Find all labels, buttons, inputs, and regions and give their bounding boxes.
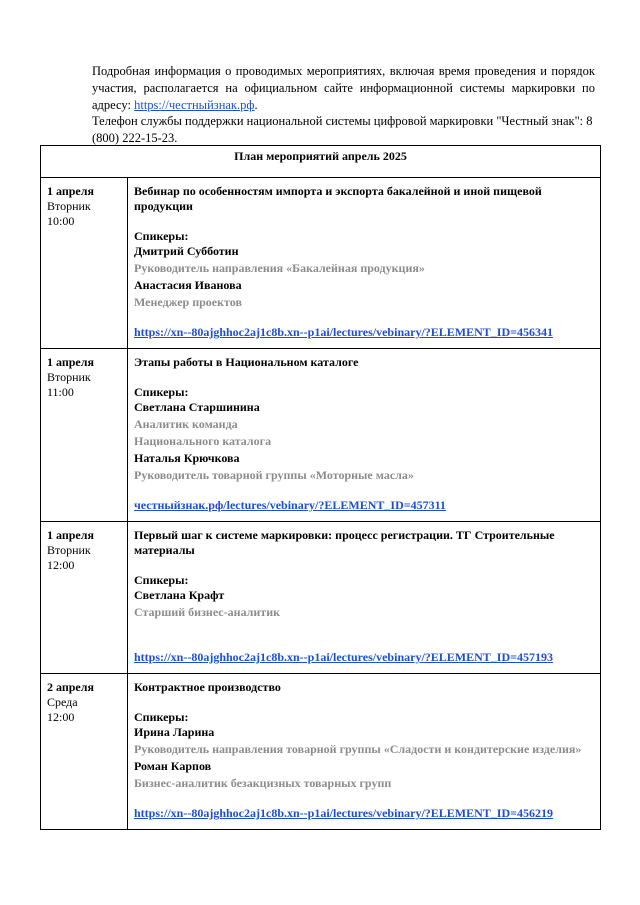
event-date: 1 апреля bbox=[47, 184, 94, 198]
intro-text bbox=[92, 63, 595, 147]
speaker-name: Роман Карпов bbox=[134, 759, 212, 773]
intro-paragraph-info bbox=[92, 63, 595, 113]
event-info-cell bbox=[128, 674, 601, 830]
speaker-name: Светлана Крафт bbox=[134, 588, 225, 602]
speaker-role: Аналитик команда bbox=[134, 417, 238, 431]
speaker-role: Старший бизнес-аналитик bbox=[134, 605, 281, 619]
speaker-role: Руководитель направления «Бакалейная продукция» bbox=[134, 261, 425, 275]
events-plan-table bbox=[40, 145, 601, 830]
speaker-name: Наталья Крючкова bbox=[134, 451, 240, 465]
speaker-role: Национального каталога bbox=[134, 434, 272, 448]
webinar-link[interactable]: https://xn--80ajghhoc2aj1c8b.xn--p1ai/lectures/vebinary/?ELEMENT_ID=456341 bbox=[134, 325, 553, 339]
event-info-cell bbox=[128, 178, 601, 349]
event-date: 1 апреля bbox=[47, 528, 94, 542]
table-row bbox=[41, 674, 601, 830]
event-date: 2 апреля bbox=[47, 680, 94, 694]
event-weekday: Среда bbox=[47, 695, 78, 709]
event-date: 1 апреля bbox=[47, 355, 94, 369]
speakers-label: Спикеры: bbox=[134, 710, 189, 724]
event-date-cell bbox=[41, 522, 128, 674]
event-time: 10:00 bbox=[47, 214, 75, 228]
event-title: Первый шаг к системе маркировки: процесс регистрации. ТГ Строительные материалы bbox=[134, 528, 555, 557]
speaker-role: Руководитель товарной группы «Моторные масла» bbox=[134, 468, 414, 482]
webinar-link[interactable]: честныйзнак.рф/lectures/vebinary/?ELEMENT_ID=457311 bbox=[134, 498, 446, 512]
event-date-cell bbox=[41, 178, 128, 349]
speaker-role: Менеджер проектов bbox=[134, 295, 242, 309]
event-time: 11:00 bbox=[47, 385, 74, 399]
event-date-cell bbox=[41, 349, 128, 522]
event-time: 12:00 bbox=[47, 710, 75, 724]
webinar-link[interactable]: https://xn--80ajghhoc2aj1c8b.xn--p1ai/lectures/vebinary/?ELEMENT_ID=457193 bbox=[134, 650, 553, 664]
intro-info-text: Подробная информация о проводимых мероприятиях, включая время проведения и порядок участия, располагается на официальном сайте информационной системы маркировки по адресу: bbox=[92, 64, 595, 112]
table-row bbox=[41, 522, 601, 674]
speakers-label: Спикеры: bbox=[134, 229, 189, 243]
speaker-name: Светлана Старшинина bbox=[134, 400, 260, 414]
event-title: Этапы работы в Национальном каталоге bbox=[134, 355, 359, 369]
event-time: 12:00 bbox=[47, 558, 75, 572]
intro-info-end: . bbox=[254, 97, 258, 112]
speakers-label: Спикеры: bbox=[134, 573, 189, 587]
event-title: Контрактное производство bbox=[134, 680, 281, 694]
table-header: План мероприятий апрель 2025 bbox=[41, 146, 601, 178]
event-info-cell bbox=[128, 349, 601, 522]
speaker-name: Анастасия Иванова bbox=[134, 278, 242, 292]
event-weekday: Вторник bbox=[47, 370, 91, 384]
speaker-name: Ирина Ларина bbox=[134, 725, 215, 739]
table-row bbox=[41, 178, 601, 349]
table-row bbox=[41, 349, 601, 522]
event-weekday: Вторник bbox=[47, 543, 91, 557]
intro-paragraph-phone: Телефон службы поддержки национальной системы цифровой маркировки "Честный знак": 8 (800) 222-15-23. bbox=[92, 114, 593, 146]
speakers-label: Спикеры: bbox=[134, 385, 189, 399]
webinar-link[interactable]: https://xn--80ajghhoc2aj1c8b.xn--p1ai/lectures/vebinary/?ELEMENT_ID=456219 bbox=[134, 806, 553, 820]
event-weekday: Вторник bbox=[47, 199, 91, 213]
event-title: Вебинар по особенностям импорта и экспорта бакалейной и иной пищевой продукции bbox=[134, 184, 542, 213]
speaker-role: Бизнес-аналитик безакцизных товарных групп bbox=[134, 776, 392, 790]
speaker-name: Дмитрий Субботин bbox=[134, 244, 239, 258]
event-info-cell bbox=[128, 522, 601, 674]
event-date-cell bbox=[41, 674, 128, 830]
website-link[interactable]: https://честныйзнак.рф bbox=[134, 97, 255, 112]
speaker-role: Руководитель направления товарной группы «Сладости и кондитерские изделия» bbox=[134, 742, 582, 756]
